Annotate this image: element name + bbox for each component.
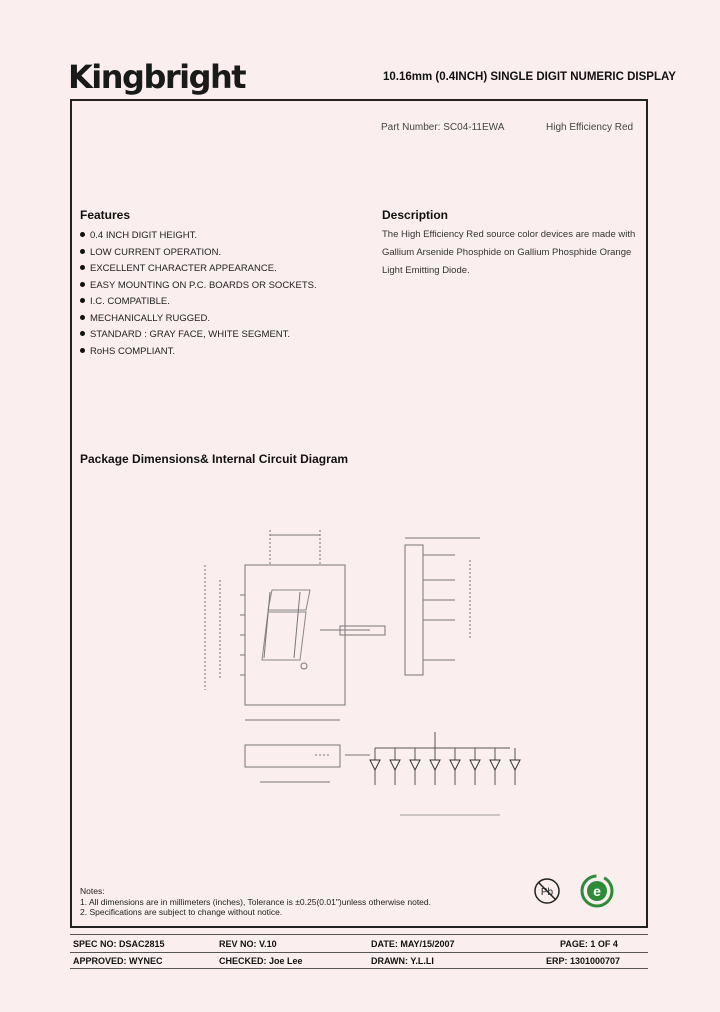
erp-number: ERP: 1301000707	[546, 956, 621, 966]
description-heading: Description	[382, 208, 449, 222]
checked-by: CHECKED: Joe Lee	[219, 956, 303, 966]
date: DATE: MAY/15/2007	[371, 939, 455, 949]
features-heading: Features	[80, 208, 131, 222]
bullet-icon	[80, 331, 85, 336]
rohs-e-badge	[580, 874, 614, 908]
footer-divider	[70, 968, 648, 969]
note-item: 1. All dimensions are in millimeters (inches), Tolerance is ±0.25(0.01")unless otherwise noted.	[80, 896, 431, 907]
feature-item: I.C. COMPATIBLE.	[80, 294, 317, 311]
kingbright-logo: Kingbright	[68, 58, 246, 96]
part-color: High Efficiency Red	[546, 122, 634, 133]
page-number: PAGE: 1 OF 4	[560, 939, 618, 949]
bullet-icon	[80, 265, 85, 270]
bullet-icon	[80, 298, 85, 303]
feature-item: STANDARD : GRAY FACE, WHITE SEGMENT.	[80, 327, 317, 344]
bullet-icon	[80, 282, 85, 287]
package-dimension-drawing	[180, 520, 540, 830]
spec-number: SPEC NO: DSAC2815	[73, 939, 165, 949]
bullet-icon	[80, 315, 85, 320]
pb-label: Pb	[540, 887, 554, 898]
note-item: 2. Specifications are subject to change without notice.	[80, 907, 283, 917]
features-list	[80, 228, 317, 360]
document-title: 10.16mm (0.4INCH) SINGLE DIGIT NUMERIC DISPLAY	[383, 71, 676, 83]
feature-item: EASY MOUNTING ON P.C. BOARDS OR SOCKETS.	[80, 278, 317, 295]
bullet-icon	[80, 348, 85, 353]
notes-heading: Notes:	[80, 886, 105, 896]
footer-divider	[70, 934, 648, 935]
revision-number: REV NO: V.10	[219, 939, 277, 949]
part-number: Part Number: SC04-11EWA	[381, 122, 505, 133]
feature-item: 0.4 INCH DIGIT HEIGHT.	[80, 228, 317, 245]
pb-free-badge	[532, 876, 562, 906]
bullet-icon	[80, 249, 85, 254]
bullet-icon	[80, 232, 85, 237]
footer-divider	[70, 952, 648, 953]
notes-block	[80, 886, 431, 918]
drawn-by: DRAWN: Y.L.LI	[371, 956, 434, 966]
description-text: The High Efficiency Red source color devices are made with Gallium Arsenide Phosphide on Gallium Phosphide Orange Light Emitting Diode.	[382, 229, 636, 276]
rohs-label: e	[593, 883, 601, 899]
feature-item: EXCELLENT CHARACTER APPEARANCE.	[80, 261, 317, 278]
feature-item: RoHS COMPLIANT.	[80, 344, 317, 361]
feature-item: LOW CURRENT OPERATION.	[80, 245, 317, 262]
package-heading: Package Dimensions& Internal Circuit Diagram	[80, 452, 349, 466]
feature-item: MECHANICALLY RUGGED.	[80, 311, 317, 328]
approved-by: APPROVED: WYNEC	[73, 956, 163, 966]
